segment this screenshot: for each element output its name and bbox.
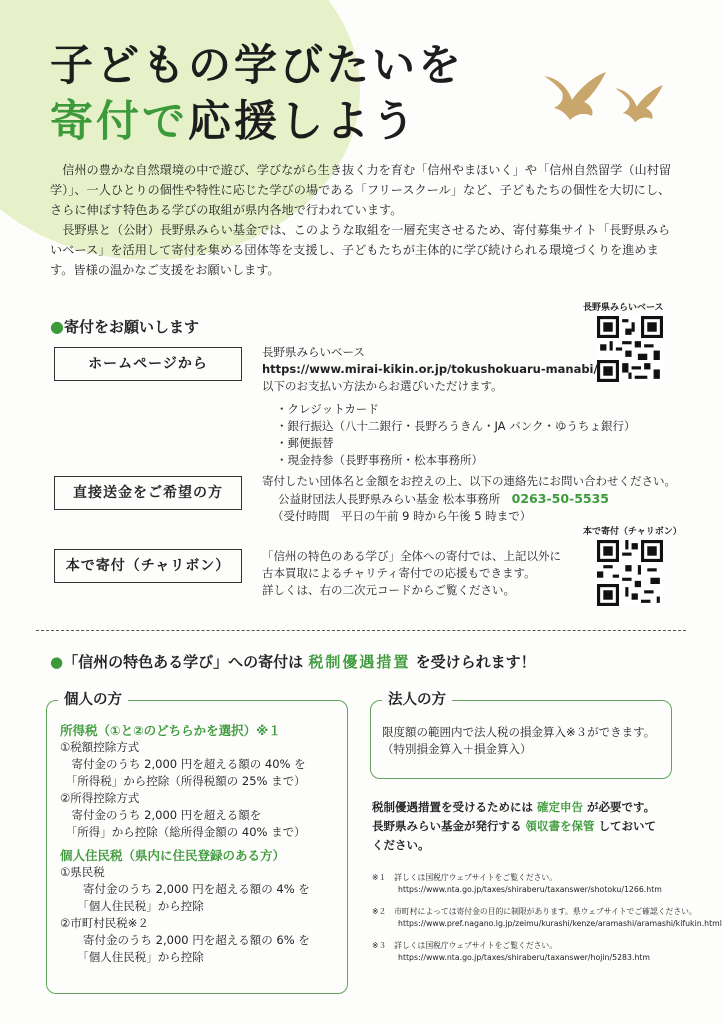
page-subtitle <box>50 88 418 149</box>
section-divider <box>36 630 686 631</box>
corporate-line: （特別損金算入＋損金算入） <box>382 742 532 756</box>
corporate-content <box>382 724 668 758</box>
donation-url[interactable]: https://www.mirai-kikin.or.jp/tokushokuaru-manabi/ <box>262 362 598 376</box>
corporate-title: 法人の方 <box>382 688 452 709</box>
receipt-notice: 税制優遇措置を受けるためには 確定申告 が必要です。 長野県みらい基金が発行する 領収書を保管 しておいて ください。 <box>372 800 657 852</box>
income-tax-line: 寄付金のうち 2,000 円を超える額の 40% を <box>60 757 306 771</box>
resident-tax-line: 寄付金のうち 2,000 円を超える額の 6% を <box>60 933 310 947</box>
income-tax-line: ①税額控除方式 <box>60 740 140 754</box>
subtitle-rest: 応援しよう <box>188 97 418 147</box>
individual-title: 個人の方 <box>58 688 128 709</box>
intro-paragraph: 長野県と（公財）長野県みらい基金では、このような取組を一層充実させるため、寄付募集サイト「長野県みらいベース」を活用して寄付を集める団体等を支援し、子どもたちが主体的に学び続けられる環境づくりを進めます。皆様の温かなご支援をお願いします。 <box>50 223 671 277</box>
book-text: 「信州の特色のある学び」全体への寄付では、上記以外に <box>262 549 561 563</box>
qr-label: 長野県みらいベース <box>583 303 664 313</box>
footnote-url[interactable]: https://www.pref.nagano.lg.jp/zeimu/kurashi/kenze/aramashi/aramashi/kifukin.html <box>398 919 722 928</box>
book-method-label: 本で寄付（チャリボン） <box>54 549 242 583</box>
payment-method: ・現金持参（長野事務所・松本事務所） <box>276 453 483 467</box>
resident-tax-line: 寄付金のうち 2,000 円を超える額の 4% を <box>60 882 310 896</box>
qr-code[interactable] <box>597 540 663 610</box>
bird-icon <box>612 82 666 130</box>
income-tax-line: 「所得税」から控除（所得税額の 25% まで） <box>60 774 306 788</box>
resident-tax-line: 「個人住民税」から控除 <box>60 899 204 913</box>
office-hours: （受付時間 平日の午前 9 時から午後 5 時まで） <box>272 509 532 523</box>
resident-tax-line: ②市町村民税※２ <box>60 916 149 930</box>
contact-org: 公益財団法人長野県みらい基金 松本事務所 <box>278 492 501 506</box>
income-tax-line: 寄付金のうち 2,000 円を超える額を <box>60 808 262 822</box>
payment-method: ・郵便振替 <box>276 436 334 450</box>
payment-intro: 以下のお支払い方法からお選びいただけます。 <box>262 379 503 393</box>
subtitle-highlight: 寄付で <box>50 97 188 147</box>
individual-content <box>60 722 342 966</box>
direct-text: 寄付したい団体名と金額をお控えの上、以下の連絡先にお問い合わせください。 <box>262 474 676 488</box>
corporate-line: 限度額の範囲内で法人税の損金算入※３ができます。 <box>382 725 656 739</box>
site-name: 長野県みらいベース <box>262 345 365 359</box>
payment-method: ・銀行振込（八十二銀行・長野ろうきん・JA バンク・ゆうちょ銀行） <box>276 419 636 433</box>
payment-method: ・クレジットカード <box>276 402 379 416</box>
page-title: 子どもの学びたいを <box>50 41 464 91</box>
homepage-details <box>262 344 682 469</box>
footnote-url[interactable]: https://www.nta.go.jp/taxes/shiraberu/taxanswer/hojin/5283.htm <box>398 953 651 962</box>
bird-icon <box>540 70 610 128</box>
donate-heading: ●寄付をお願いします <box>50 317 199 336</box>
footnote: ※１ 詳しくは国税庁ウェブサイトをご覧ください。 https://www.nta.go.jp/taxes/shiraberu/taxanswer/shotoku/1266.htm <box>372 873 662 894</box>
resident-tax-line: ①県民税 <box>60 865 105 879</box>
qr-label: 本で寄付（チャリボン） <box>583 527 682 537</box>
book-text: 詳しくは、右の二次元コードからご覧ください。 <box>262 583 515 597</box>
footnote: ※３ 詳しくは国税庁ウェブサイトをご覧ください。 https://www.nta.go.jp/taxes/shiraberu/taxanswer/hojin/5283.htm <box>372 941 651 962</box>
income-tax-line: ②所得控除方式 <box>60 791 140 805</box>
income-tax-line: 「所得」から控除（総所得金額の 40% まで） <box>60 825 306 839</box>
phone-number[interactable]: 0263-50-5535 <box>511 491 610 506</box>
intro-text <box>50 160 680 280</box>
income-tax-heading: 所得税（①と②のどちらかを選択）※１ <box>60 723 281 738</box>
tax-heading: ●「信州の特色ある学び」への寄付は 税制優遇措置 を受けられます！ <box>50 653 536 671</box>
resident-tax-heading: 個人住民税（県内に住民登録のある方） <box>60 848 286 863</box>
footnote: ※２ 市町村によっては寄付金の目的に制限があります。県ウェブサイトでご確認ください。 https://www.pref.nagano.lg.jp/zeimu/kurashi/kenze/aramashi/aramashi/kifukin.html <box>372 907 722 928</box>
qr-code-image <box>597 540 663 606</box>
intro-paragraph: 信州の豊かな自然環境の中で遊び、学びながら生き抜く力を育む「信州やまほいく」や「信州自然留学（山村留学）」、一人ひとりの個性や特性に応じた学びの場である「フリースクール」など、子どもたちの個性を大切にし、さらに伸ばす特色ある学びの取組が県内各地で行われています。 <box>50 163 672 217</box>
direct-method-label: 直接送金をご希望の方 <box>54 476 242 510</box>
homepage-method-label: ホームページから <box>54 347 242 381</box>
resident-tax-line: 「個人住民税」から控除 <box>60 950 204 964</box>
book-details <box>262 548 582 599</box>
book-text: 古本買取によるチャリティ寄付での応援もできます。 <box>262 566 536 580</box>
footnote-url[interactable]: https://www.nta.go.jp/taxes/shiraberu/taxanswer/shotoku/1266.htm <box>398 885 662 894</box>
direct-details <box>262 473 692 525</box>
